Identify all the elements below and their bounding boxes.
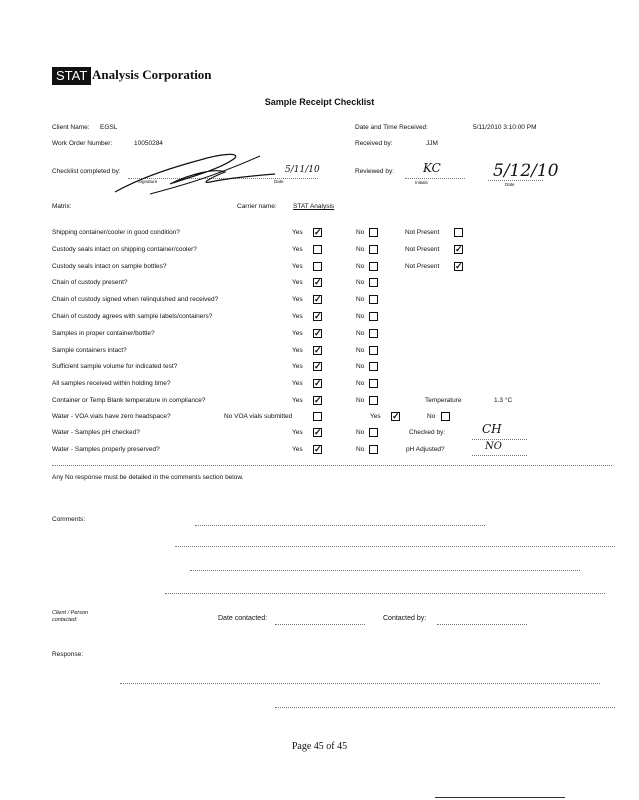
received-by-label: Received by:: [355, 140, 393, 147]
no-label: No: [356, 347, 365, 354]
yes-label: Yes: [292, 347, 303, 354]
not-present-checkbox[interactable]: [454, 262, 463, 271]
checklist-question: Custody seals intact on shipping container/cooler?: [52, 246, 197, 253]
check-mark-icon: ✓: [314, 361, 322, 371]
ph-preserved-question: Water - Samples properly preserved?: [52, 446, 160, 453]
ph-checked-no-checkbox[interactable]: [369, 428, 378, 437]
reviewed-date: 5/12/10: [493, 161, 559, 181]
no-checkbox[interactable]: [369, 329, 378, 338]
check-mark-icon: ✓: [314, 277, 322, 287]
check-mark-icon: ✓: [314, 311, 322, 321]
yes-label: Yes: [292, 397, 303, 404]
no-checkbox[interactable]: [369, 379, 378, 388]
ph-adjusted-label: pH Adjusted?: [406, 446, 445, 453]
yes-checkbox[interactable]: [313, 245, 322, 254]
reviewed-by-label: Reviewed by:: [355, 168, 395, 175]
date-time-label: Date and Time Received:: [355, 124, 428, 131]
check-mark-icon: ✓: [314, 227, 322, 237]
yes-checkbox[interactable]: [313, 379, 322, 388]
client-name-value: EGSL: [100, 124, 118, 131]
yes-checkbox[interactable]: [313, 362, 322, 371]
no-response-note: Any No response must be detailed in the comments section below.: [52, 474, 244, 481]
yes-label: Yes: [292, 363, 303, 370]
checklist-question: Sufficient sample volume for indicated test?: [52, 363, 178, 370]
yes-checkbox[interactable]: [313, 295, 322, 304]
no-label: No: [356, 380, 365, 387]
checklist-question: Chain of custody present?: [52, 279, 128, 286]
checklist-question: Sample containers intact?: [52, 347, 127, 354]
yes-checkbox[interactable]: [313, 396, 322, 405]
no-checkbox[interactable]: [369, 295, 378, 304]
voa-question: Water - VOA vials have zero headspace?: [52, 413, 171, 420]
matrix-label: Matrix:: [52, 203, 72, 210]
no-label: No: [356, 279, 365, 286]
contacted-by-label: Contacted by:: [383, 615, 427, 622]
temperature-label: Temperature: [425, 397, 462, 404]
no-label: No: [356, 296, 365, 303]
yes-label: Yes: [292, 279, 303, 286]
ph-checked-question: Water - Samples pH checked?: [52, 429, 140, 436]
checklist-question: Shipping container/cooler in good condition?: [52, 229, 180, 236]
no-checkbox[interactable]: [369, 312, 378, 321]
review-date-caption: Date: [505, 182, 515, 187]
carrier-label: Carrier name:: [237, 203, 277, 210]
reviewer-initials: KC: [423, 161, 441, 175]
yes-label: Yes: [292, 380, 303, 387]
no-label: No: [356, 363, 365, 370]
voa-yes-checkbox[interactable]: ✓: [392, 411, 400, 421]
yes-label: Yes: [292, 296, 303, 303]
check-mark-icon: ✓: [455, 244, 463, 254]
yes-checkbox[interactable]: [313, 228, 322, 237]
yes-checkbox[interactable]: [313, 346, 322, 355]
company-logo: STAT: [52, 67, 91, 85]
ph-preserved-yes-checkbox[interactable]: ✓: [314, 444, 322, 454]
no-label: No: [356, 313, 365, 320]
ph-preserved-no-checkbox[interactable]: [369, 445, 378, 454]
checklist-question: Container or Temp Blank temperature in compliance?: [52, 397, 206, 404]
yes-checkbox[interactable]: [313, 312, 322, 321]
voa-yes-label: Yes: [370, 413, 381, 420]
no-checkbox[interactable]: [369, 362, 378, 371]
checklist-question: Chain of custody agrees with sample labels/containers?: [52, 313, 213, 320]
date-contacted-label: Date contacted:: [218, 615, 268, 622]
not-present-label: Not Present: [405, 263, 440, 270]
no-checkbox[interactable]: [369, 245, 378, 254]
not-present-label: Not Present: [405, 229, 440, 236]
checklist-question: Samples in proper container/bottle?: [52, 330, 155, 337]
yes-label: Yes: [292, 330, 303, 337]
not-present-checkbox[interactable]: [454, 245, 463, 254]
check-mark-icon: ✓: [455, 261, 463, 271]
no-label: No: [356, 397, 365, 404]
check-mark-icon: ✓: [314, 345, 322, 355]
yes-checkbox[interactable]: [313, 329, 322, 338]
ph-checked-yes-checkbox[interactable]: ✓: [314, 427, 322, 437]
client-name-label: Client Name:: [52, 124, 90, 131]
completed-by-label: Checklist completed by:: [52, 168, 121, 175]
voa-no-label: No: [427, 413, 436, 420]
received-by-value: JJM: [426, 140, 438, 147]
initials-caption: Initials: [415, 180, 428, 185]
ph-preserved-no-label: No: [356, 446, 365, 453]
date-time-value: 5/11/2010 3:10:00 PM: [473, 124, 537, 131]
ph-checked-no-label: No: [356, 429, 365, 436]
check-mark-icon: ✓: [314, 378, 322, 388]
no-label: No: [356, 330, 365, 337]
date-caption: Date: [274, 179, 284, 184]
checklist-question: Chain of custody signed when relinquished and received?: [52, 296, 219, 303]
work-order-label: Work Order Number:: [52, 140, 113, 147]
company-name: Analysis Corporation: [92, 67, 212, 82]
work-order-value: 10050284: [134, 140, 163, 147]
checked-by-label: Checked by:: [409, 429, 446, 436]
checklist-question: Custody seals intact on sample bottles?: [52, 263, 167, 270]
no-label: No: [356, 246, 365, 253]
completed-by-signature: [110, 148, 280, 198]
no-checkbox[interactable]: [369, 396, 378, 405]
check-mark-icon: ✓: [314, 294, 322, 304]
not-present-label: Not Present: [405, 246, 440, 253]
yes-label: Yes: [292, 313, 303, 320]
yes-checkbox[interactable]: [313, 262, 322, 271]
check-mark-icon: ✓: [314, 328, 322, 338]
no-voa-label: No VOA vials submitted: [224, 413, 293, 420]
yes-checkbox[interactable]: [313, 278, 322, 287]
checked-by-value: CH: [482, 422, 502, 436]
ph-preserved-yes-label: Yes: [292, 446, 303, 453]
no-checkbox[interactable]: [369, 262, 378, 271]
carrier-value: STAT Analysis: [293, 203, 335, 210]
voa-no-checkbox[interactable]: [441, 412, 450, 421]
yes-label: Yes: [292, 263, 303, 270]
check-mark-icon: ✓: [314, 395, 322, 405]
no-voa-checkbox[interactable]: [313, 412, 322, 421]
yes-label: Yes: [292, 246, 303, 253]
completed-date: 5/11/10: [285, 165, 320, 175]
not-present-checkbox[interactable]: [454, 228, 463, 237]
no-checkbox[interactable]: [369, 228, 378, 237]
comments-label: Comments:: [52, 516, 86, 523]
no-checkbox[interactable]: [369, 278, 378, 287]
page-title: Sample Receipt Checklist: [264, 97, 375, 107]
yes-label: Yes: [292, 229, 303, 236]
no-label: No: [356, 229, 365, 236]
client-contacted-label: Client / Person contacted:: [52, 610, 89, 623]
no-label: No: [356, 263, 365, 270]
ph-checked-yes-label: Yes: [292, 429, 303, 436]
page-number: Page 45 of 45: [291, 741, 348, 752]
response-label: Response:: [52, 651, 84, 658]
ph-adjusted-value: NO: [485, 441, 502, 452]
signature-caption: Signature: [138, 179, 158, 184]
no-checkbox[interactable]: [369, 346, 378, 355]
checklist-question: All samples received within holding time?: [52, 380, 171, 387]
temperature-value: 1.3 °C: [494, 397, 513, 404]
